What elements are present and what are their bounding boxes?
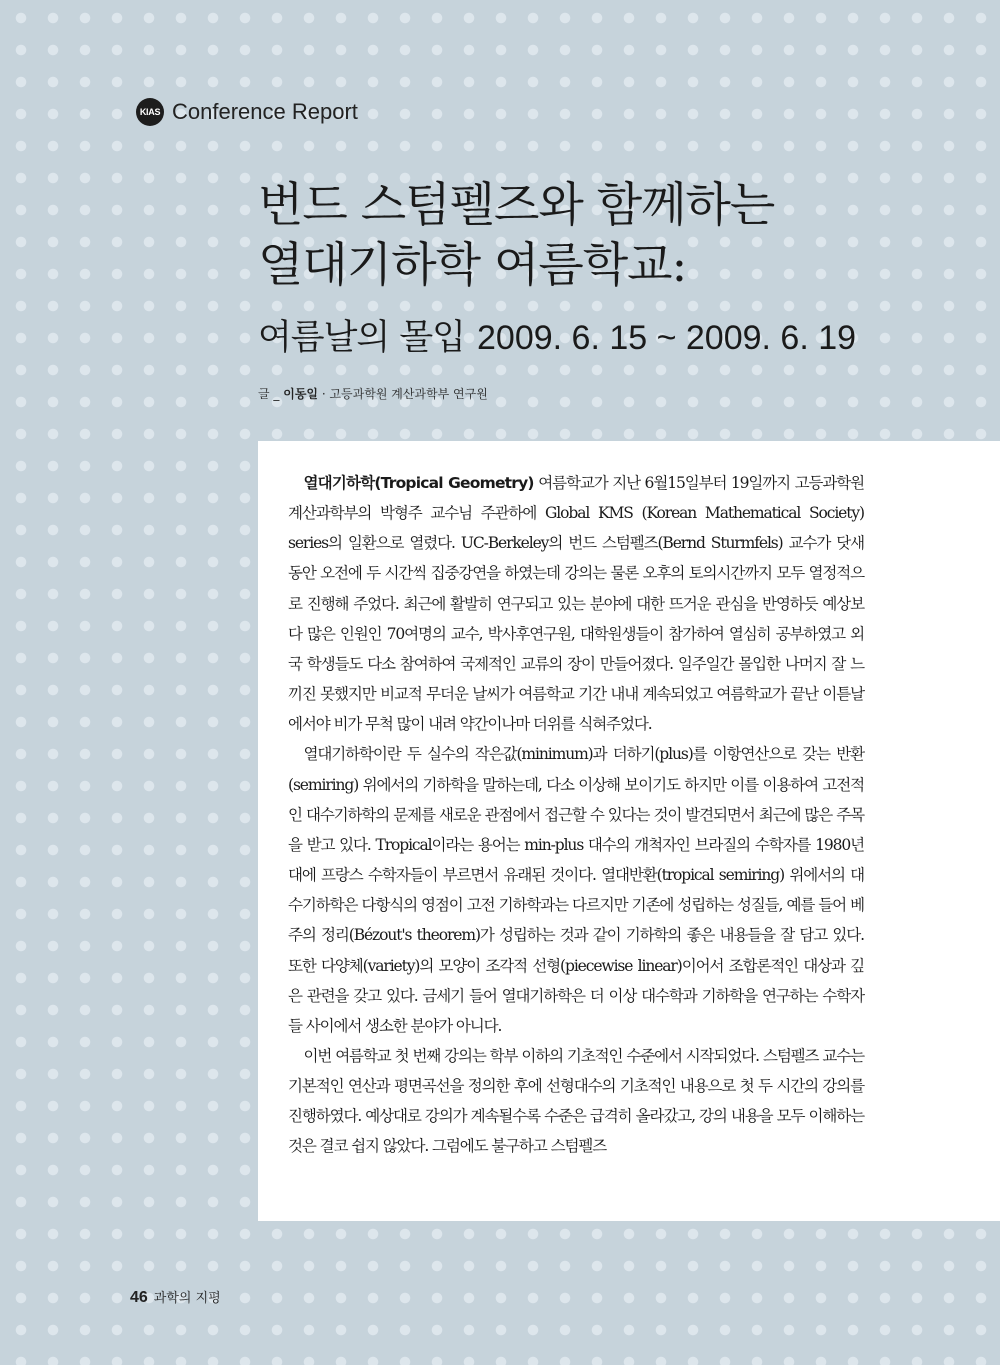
event-dates: 2009. 6. 15 ~ 2009. 6. 19 — [477, 319, 857, 357]
page-number: 46 — [130, 1289, 148, 1306]
paragraph-1-lead: 열대기하학(Tropical Geometry) — [303, 474, 534, 492]
paragraph-2: 열대기하학이란 두 실수의 작은값(minimum)과 더하기(plus)를 이항연산으로 갖는 반환(semiring) 위에서의 기하학을 말하는데, 다소 이상해 보이기도 하지만 이를 이용하여 고전적인 대수기하학의 문제를 새로운 관점에서 접근할 수 있다는 것이 발견되면서 최근에 많은 주목을 받고 있다. Tropical이라는 용어는 min-plus 대수의 개척자인 브라질의 수학자를 1980년대에 프랑스 수학자들이 부르면서 유래된 것이다. 열대반환(tropical semiring) 위에서의 대수기하학은 다항식의 영점이 고전 기하학과는 다르지만 기존에 성립하는 성질들, 예를 들어 베주의 정리(Bézout's theorem)가 성립하는 것과 같이 기하학의 좋은 내용들을 잘 담고 있다. 또한 다양체(variety)의 모양이 조각적 선형(piecewise linear)이어서 조합론적인 대상과 깊은 관련을 갖고 있다. 금세기 들어 열대기하학은 더 이상 대수학과 기하학을 연구하는 수학자들 사이에서 생소한 분야가 아니다. — [288, 745, 864, 1035]
article-title — [258, 176, 958, 296]
byline — [258, 385, 488, 402]
paragraph-3: 이번 여름학교 첫 번째 강의는 학부 이하의 기초적인 수준에서 시작되었다. 스텀펠즈 교수는 기본적인 연산과 평면곡선을 정의한 후에 선형대수의 기초적인 내용으로 첫 두 시간의 강의를 진행하였다. 예상대로 강의가 계속될수록 수준은 급격히 올라갔고, 강의 내용을 모두 이해하는 것은 결코 쉽지 않았다. 그럼에도 불구하고 스텀펠즈 — [288, 1046, 864, 1156]
magazine-name: 과학의 지평 — [153, 1291, 221, 1306]
page-footer — [130, 1287, 221, 1307]
paragraph-1-body: 여름학교가 지난 6월15일부터 19일까지 고등과학원 계산과학부의 박형주 교수님 주관하에 Global KMS (Korean Mathematical Society) series의 일환으로 열렸다. UC-Berkeley의 번드 스텀펠즈(Bernd Sturmfels) 교수가 닷새 동안 오전에 두 시간씩 집중강연을 하였는데 강의는 물론 오후의 토의시간까지 모두 열정적으로 진행해 주었다. 최근에 활발히 연구되고 있는 분야에 대한 뜨거운 관심을 반영하듯 예상보다 많은 인원인 70여명의 교수, 박사후연구원, 대학원생들이 참가하여 열심히 공부하였고 외국 학생들도 다소 참여하여 국제적인 교류의 장이 만들어졌다. 일주일간 몰입한 나머지 잘 느끼진 못했지만 비교적 무더운 날씨가 여름학교 기간 내내 계속되었고 여름학교가 끝난 이튿날에서야 비가 무척 많이 내려 약간이나마 더위를 식혀주었다. — [288, 474, 864, 734]
byline-prefix: 글 _ — [258, 387, 284, 401]
section-header — [136, 98, 358, 126]
title-line-1: 번드 스텀펠즈와 함께하는 — [258, 178, 775, 233]
kias-logo: KIAS — [136, 98, 164, 126]
title-line-2: 열대기하학 여름학교: — [258, 238, 687, 293]
author-affiliation: · 고등과학원 계산과학부 연구원 — [318, 387, 488, 401]
paragraph-1 — [288, 468, 864, 739]
subtitle-text: 여름날의 몰입 — [258, 318, 465, 358]
article-body — [258, 441, 1000, 1221]
section-label: Conference Report — [172, 99, 358, 124]
author-name: 이동일 — [283, 387, 319, 401]
article-subtitle — [258, 310, 856, 360]
